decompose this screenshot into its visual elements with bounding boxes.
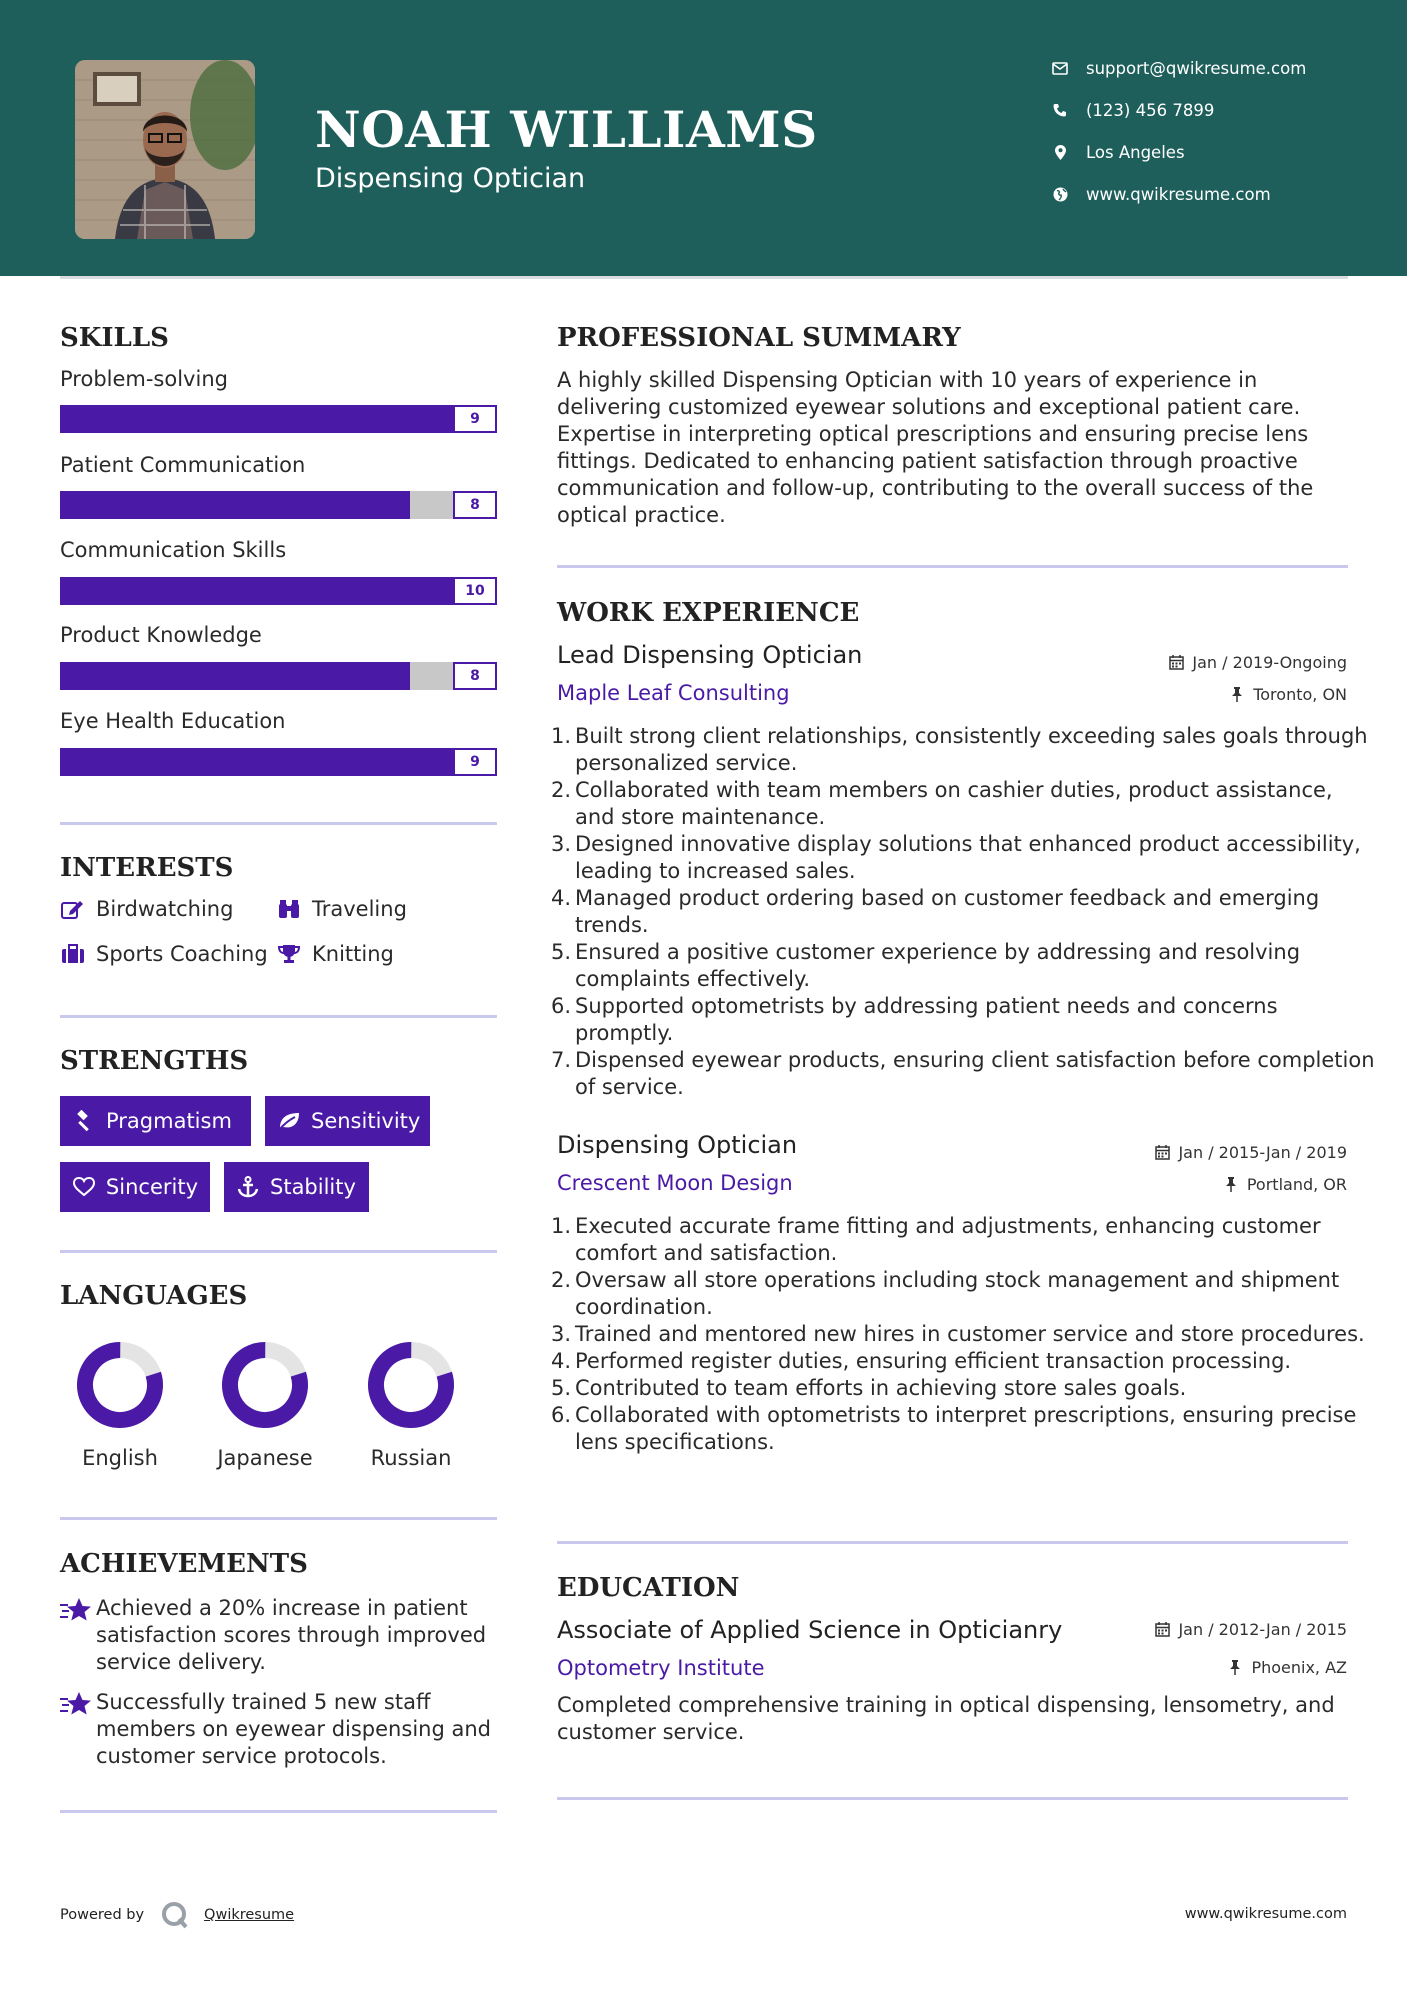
interest-item [60,942,268,966]
strength-badge [265,1096,430,1146]
job-title: Lead Dispensing Optician [557,641,863,669]
achievement-item [60,1595,500,1676]
job-location [1229,685,1347,704]
strength-label: Sincerity [105,1175,198,1199]
contact-location-text: Los Angeles [1086,142,1185,162]
strength-badge [60,1162,210,1212]
star-icon [60,1597,96,1676]
skill-score: 9 [453,405,497,433]
languages-title: LANGUAGES [60,1281,248,1311]
skill-bar [60,491,497,519]
header-rule [60,276,1348,279]
language-donut [210,1330,320,1444]
powered-by-text: Powered by [60,1907,145,1923]
job-dates-text: Jan / 2019-Ongoing [1192,653,1347,672]
language-ring-fill [367,1341,455,1429]
qwikresume-link[interactable]: Qwikresume [204,1907,295,1923]
job-location-text: Toronto, ON [1253,685,1347,704]
skill-score: 9 [453,748,497,776]
skill-label: Eye Health Education [60,709,286,733]
pushpin-icon [1229,687,1245,703]
experience-title: WORK EXPERIENCE [557,598,860,628]
leaf-icon [277,1110,301,1132]
achievement-item [60,1689,500,1770]
strength-badge [60,1096,251,1146]
anchor-icon [236,1176,260,1198]
section-divider [60,1810,497,1813]
job-dates [1168,653,1347,672]
achievements-title: ACHIEVEMENTS [60,1549,308,1579]
duty-item: Managed product ordering based on customer feedback and emerging trends. [575,886,1320,937]
footer-url[interactable]: www.qwikresume.com [1184,1906,1347,1922]
interest-label: Birdwatching [96,897,234,921]
duty-item: Dispensed eyewear products, ensuring client satisfaction before completion of service. [575,1048,1375,1099]
job-title: Dispensing Optician [557,1131,798,1159]
contact-website-text: www.qwikresume.com [1086,184,1271,204]
job-dates [1154,1143,1347,1162]
section-divider [60,822,497,825]
language-label: English [82,1446,158,1470]
interests-title: INTERESTS [60,853,234,883]
candidate-name: NOAH WILLIAMS [315,100,818,159]
contact-email[interactable] [1050,58,1306,78]
education-dates [1154,1620,1347,1639]
education-title: EDUCATION [557,1573,740,1603]
contact-email-text: support@qwikresume.com [1086,58,1307,78]
language-label: Japanese [217,1446,313,1470]
company-name: Maple Leaf Consulting [557,681,790,705]
education-location-text: Phoenix, AZ [1251,1658,1347,1677]
job-location-text: Portland, OR [1246,1175,1347,1194]
language-ring [221,1341,309,1429]
skill-bar-fill [60,662,410,690]
skill-label: Communication Skills [60,538,287,562]
duty-item: Ensured a positive customer experience by addressing and resolving complaints effectively. [575,940,1301,991]
company-name: Crescent Moon Design [557,1171,793,1195]
section-divider [557,1541,1348,1544]
phone-icon [1050,100,1070,120]
skill-label: Product Knowledge [60,623,262,647]
duty-item: Supported optometrists by addressing patient needs and concerns promptly. [575,994,1278,1045]
section-divider [60,1250,497,1253]
gavel-icon [72,1110,96,1132]
contact-phone-text: (123) 456 7899 [1086,100,1215,120]
skill-bar [60,748,497,776]
language-ring [76,1341,164,1429]
briefcase-icon [60,943,86,965]
skill-bar [60,405,497,433]
skill-score: 8 [453,491,497,519]
strengths-title: STRENGTHS [60,1046,249,1076]
duty-item: Executed accurate frame fitting and adjustments, enhancing customer comfort and satisfaction. [575,1214,1321,1265]
language-ring [367,1341,455,1429]
duty-item: Collaborated with optometrists to interpret prescriptions, ensuring precise lens specifications. [575,1403,1357,1454]
duty-item: Collaborated with team members on cashier duties, product assistance, and store maintenance. [575,778,1333,829]
strength-label: Sensitivity [311,1109,421,1133]
skill-bar-fill [60,577,497,605]
language-ring-fill [76,1341,164,1429]
strength-label: Stability [270,1175,356,1199]
skill-bar [60,577,497,605]
language-donut [65,1330,175,1444]
skill-bar [60,662,497,690]
duty-item: Contributed to team efforts in achieving store sales goals. [575,1376,1187,1400]
resume-header [0,0,1407,276]
skill-bar-fill [60,748,453,776]
education-text: Completed comprehensive training in optical dispensing, lensometry, and customer service. [557,1693,1335,1744]
section-divider [557,565,1348,568]
section-divider [60,1517,497,1520]
skills-title: SKILLS [60,323,169,353]
interest-label: Traveling [312,897,407,921]
summary-title: PROFESSIONAL SUMMARY [557,323,961,353]
map-marker-icon [1050,142,1070,162]
heart-icon [72,1176,96,1198]
duty-item: Oversaw all store operations including stock management and shipment coordination. [575,1268,1340,1319]
language-label: Russian [370,1446,452,1470]
envelope-icon [1050,58,1070,78]
skill-bar-fill [60,405,453,433]
achievement-text: Successfully trained 5 new staff members on eyewear dispensing and customer service protocols. [96,1690,491,1768]
candidate-role: Dispensing Optician [315,163,586,194]
duty-item: Trained and mentored new hires in customer service and store procedures. [575,1322,1365,1346]
pencil-icon [60,898,86,920]
job-location [1223,1175,1347,1194]
contact-website[interactable] [1050,184,1271,204]
interest-label: Knitting [312,942,394,966]
contact-location [1050,142,1185,162]
skill-score: 8 [453,662,497,690]
skill-label: Problem-solving [60,367,228,391]
profile-photo [75,60,255,239]
calendar-icon [1154,1145,1170,1161]
pushpin-icon [1227,1660,1243,1676]
trophy-icon [276,943,302,965]
skill-score: 10 [453,577,497,605]
school-name: Optometry Institute [557,1656,765,1680]
binoculars-icon [276,898,302,920]
duty-item: Performed register duties, ensuring efficient transaction processing. [575,1349,1292,1373]
summary-text: A highly skilled Dispensing Optician with 10 years of experience in delivering customized eyewear solutions and exceptional patient care. Expertise in interpreting optical prescriptions and ensuring precise lens fittings. Dedicated to enhancing patient satisfaction through proactive communication and follow-up, contributing to the overall success of the optical practice. [557,368,1314,527]
achievement-text: Achieved a 20% increase in patient satisfaction scores through improved service delivery. [96,1596,487,1674]
star-icon [60,1691,96,1770]
job-duties [557,723,1375,1101]
duty-item: Built strong client relationships, consistently exceeding sales goals through personalized service. [575,724,1368,775]
interest-item [276,897,407,921]
calendar-icon [1168,655,1184,671]
interest-label: Sports Coaching [96,942,268,966]
language-donut [356,1330,466,1444]
calendar-icon [1154,1622,1170,1638]
degree-title: Associate of Applied Science in Opticianry [557,1616,1063,1644]
strength-label: Pragmatism [106,1109,232,1133]
skill-label: Patient Communication [60,453,306,477]
section-divider [60,1015,497,1018]
interest-item [60,897,233,921]
section-divider [557,1797,1348,1800]
job-dates-text: Jan / 2015-Jan / 2019 [1178,1143,1347,1162]
education-dates-text: Jan / 2012-Jan / 2015 [1178,1620,1347,1639]
job-duties [557,1213,1375,1456]
qwikresume-logo-icon [160,1900,190,1930]
footer-powered-by [60,1900,294,1930]
interest-item [276,942,394,966]
language-ring-fill [221,1341,309,1429]
duty-item: Designed innovative display solutions that enhanced product accessibility, leading to increased sales. [575,832,1361,883]
strength-badge [224,1162,369,1212]
pushpin-icon [1223,1177,1239,1193]
globe-icon [1050,184,1070,204]
contact-phone[interactable] [1050,100,1214,120]
skill-bar-fill [60,491,410,519]
education-location [1227,1658,1347,1677]
